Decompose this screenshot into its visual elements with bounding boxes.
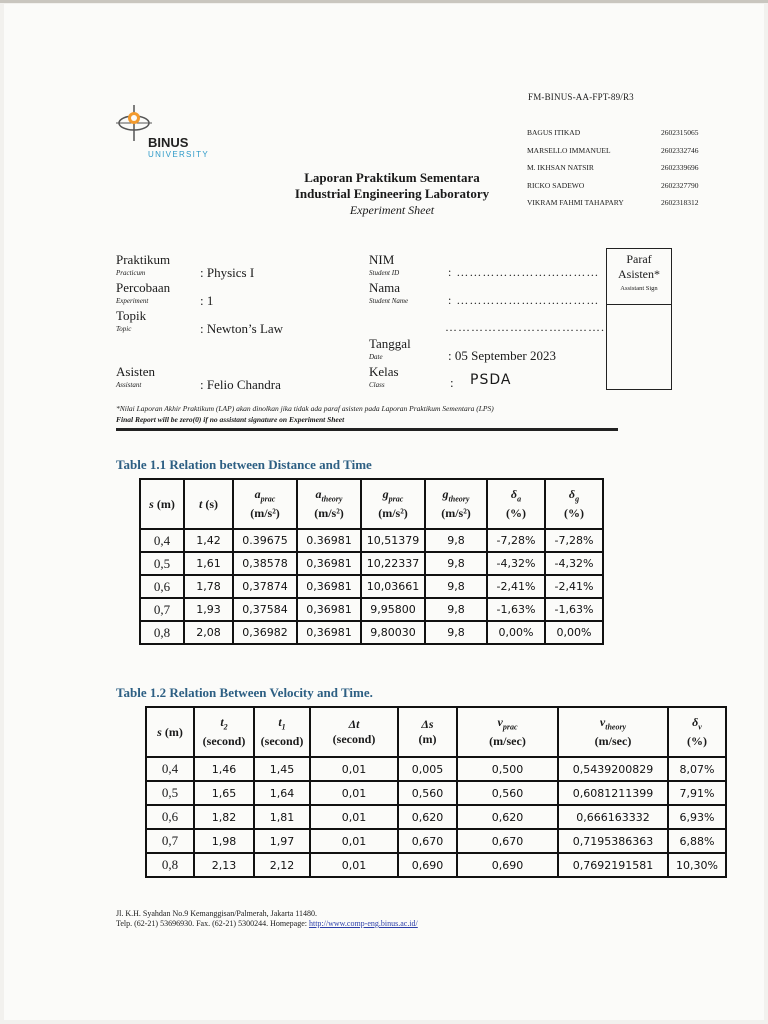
topik-value: : Newton’s Law (200, 321, 284, 336)
measurement-cell: 9,80030 (361, 621, 425, 644)
header-unit: (m) (161, 724, 183, 739)
table1-caption: Table 1.1 Relation between Distance and Time (116, 457, 372, 472)
member-name: BAGUS ITIKAD (527, 128, 581, 137)
column-header (457, 707, 558, 757)
row-distance-cell: 0,8 (146, 853, 194, 877)
paraf-divider (607, 304, 671, 305)
measurement-cell: 6,93% (668, 805, 726, 829)
measurement-cell: 2,08 (184, 621, 233, 644)
header-unit: (second) (332, 732, 376, 746)
column-header (254, 707, 310, 757)
header-symbol: δ (510, 486, 518, 501)
title-line-1: Laporan Praktikum Sementara (304, 170, 480, 185)
member-list (527, 128, 717, 216)
nama-label: Nama (369, 280, 401, 295)
header-symbol: δ (692, 714, 699, 729)
measurement-cell: 0,36981 (297, 621, 361, 644)
homepage-link[interactable]: http://www.comp-eng.binus.ac.id/ (308, 919, 418, 928)
binus-logo (114, 103, 224, 163)
row-distance-cell: 0,5 (146, 781, 194, 805)
measurement-cell: 0,36981 (297, 552, 361, 575)
header-subscript: 1 (281, 722, 286, 732)
header-symbol: s (149, 496, 154, 511)
assistant-signature-box (606, 248, 672, 390)
table-row (146, 757, 726, 781)
measurement-cell: 0,01 (310, 781, 398, 805)
footer (116, 909, 418, 929)
measurement-cell: 0,36981 (297, 598, 361, 621)
measurement-cell: 1,46 (194, 757, 254, 781)
assistant-note (116, 403, 494, 425)
measurement-cell: 0,01 (310, 757, 398, 781)
measurement-cell: 1,98 (194, 829, 254, 853)
measurement-cell: 9,95800 (361, 598, 425, 621)
header-symbol: a (254, 486, 261, 501)
kelas-sublabel: Class (369, 381, 385, 389)
column-header (668, 707, 726, 757)
header-symbol: v (497, 714, 503, 729)
measurement-cell: -1,63% (487, 598, 545, 621)
measurement-cell: 1,82 (194, 805, 254, 829)
footer-address: Jl. K.H. Syahdan No.9 Kemanggisan/Palmerah, Jakarta 11480. (116, 909, 317, 918)
nim-value: : …………………………… (448, 265, 600, 279)
measurement-cell: 0,500 (457, 757, 558, 781)
row-distance-cell: 0,4 (140, 529, 184, 552)
asisten-value: : Felio Chandra (200, 377, 281, 392)
measurement-cell: 0,01 (310, 805, 398, 829)
measurement-cell: 0,620 (398, 805, 457, 829)
header-symbol: g (382, 486, 389, 501)
nim-label: NIM (369, 252, 395, 267)
measurement-cell: 2,12 (254, 853, 310, 877)
measurement-cell: 7,91% (668, 781, 726, 805)
header-symbol: s (157, 724, 162, 739)
measurement-cell: 9,8 (425, 529, 487, 552)
measurement-cell: 9,8 (425, 575, 487, 598)
measurement-cell: 0,01 (310, 829, 398, 853)
member-id: 2602332746 (661, 145, 699, 155)
header-symbol: Δs (421, 717, 434, 731)
measurement-cell: 0,666163332 (558, 805, 668, 829)
column-header (233, 479, 297, 529)
measurement-cell: 0,6081211399 (558, 781, 668, 805)
column-header (194, 707, 254, 757)
member-row (527, 198, 717, 216)
measurement-cell: 2,13 (194, 853, 254, 877)
member-id: 2602327790 (661, 180, 699, 190)
topik-label: Topik (116, 308, 147, 323)
measurement-cell: 0,670 (398, 829, 457, 853)
table2-caption: Table 1.2 Relation Between Velocity and Time. (116, 685, 373, 700)
header-unit: (%) (687, 734, 707, 749)
document-code: FM-BINUS-AA-FPT-89/R3 (528, 92, 634, 102)
table-row (140, 621, 603, 644)
measurement-cell: 10,30% (668, 853, 726, 877)
tanggal-value: : 05 September 2023 (448, 348, 556, 363)
header-subscript: v (698, 722, 702, 732)
section-divider (116, 428, 618, 431)
measurement-cell: 0,38578 (233, 552, 297, 575)
measurement-cell: 0.36981 (297, 529, 361, 552)
measurement-cell: 0,560 (457, 781, 558, 805)
member-id: 2602318312 (661, 198, 699, 207)
member-row (527, 128, 717, 146)
header-symbol: a (315, 486, 322, 501)
measurement-cell: 9,8 (425, 598, 487, 621)
header-symbol: t (278, 714, 282, 729)
measurement-cell: 1,61 (184, 552, 233, 575)
kelas-value: PSDA (470, 372, 512, 388)
praktikum-value: : Physics I (200, 265, 255, 280)
header-unit: (m) (153, 496, 175, 511)
header-symbol: Δt (348, 717, 360, 731)
kelas-label: Kelas (369, 364, 399, 379)
header-unit: (s) (202, 496, 218, 511)
measurement-cell: 9,8 (425, 621, 487, 644)
header-symbol: δ (568, 486, 576, 501)
header-subscript: g (575, 494, 580, 504)
header-subscript: 2 (223, 722, 228, 732)
header-subscript: theory (448, 494, 470, 504)
column-header (545, 479, 603, 529)
member-name: M. IKHSAN NATSIR (527, 163, 594, 172)
measurement-cell: 0,560 (398, 781, 457, 805)
measurement-cell: 0,00% (545, 621, 603, 644)
measurement-cell: 0,36982 (233, 621, 297, 644)
header-symbol: t (220, 714, 224, 729)
asisten-label: Asisten (116, 364, 155, 379)
header-symbol: v (599, 714, 606, 729)
header-unit: (second) (202, 734, 246, 749)
measurement-cell: 1,81 (254, 805, 310, 829)
column-header (487, 479, 545, 529)
measurement-cell: 0,37584 (233, 598, 297, 621)
measurement-cell: -2,41% (487, 575, 545, 598)
column-header (146, 707, 194, 757)
column-header (140, 479, 184, 529)
header-subscript: theory (605, 722, 627, 732)
distance-time-table (139, 478, 604, 645)
measurement-cell: 0,7195386363 (558, 829, 668, 853)
member-name: RICKO SADEWO (527, 180, 585, 190)
measurement-cell: 0,37874 (233, 575, 297, 598)
header-unit: (%) (564, 506, 584, 521)
row-distance-cell: 0,4 (146, 757, 194, 781)
member-name: VIKRAM FAHMI TAHAPARY (527, 198, 624, 207)
column-header (297, 479, 361, 529)
table-row (140, 529, 603, 552)
column-header (398, 707, 457, 757)
measurement-cell: -7,28% (545, 529, 603, 552)
measurement-cell: -4,32% (545, 552, 603, 575)
measurement-cell: -1,63% (545, 598, 603, 621)
measurement-cell: 0,36981 (297, 575, 361, 598)
column-header (361, 479, 425, 529)
header-symbol: t (198, 496, 203, 511)
measurement-cell: 10,51379 (361, 529, 425, 552)
footer-phone: Telp. (62-21) 53696930. Fax. (62-21) 5300244. Homepage: (116, 919, 307, 928)
velocity-time-table (145, 706, 727, 878)
header-unit: (m/sec) (594, 734, 632, 749)
nama-value: : …………………………… (448, 293, 600, 307)
measurement-cell: 0,5439200829 (558, 757, 668, 781)
column-header (558, 707, 668, 757)
header-subscript: a (517, 494, 522, 504)
header-unit: (m/s²) (250, 506, 280, 521)
blank-line: ………………………………. (445, 320, 605, 334)
measurement-cell: 0,690 (398, 853, 457, 877)
member-row (527, 163, 717, 181)
measurement-cell: 0,005 (398, 757, 457, 781)
header-subscript: theory (321, 494, 343, 504)
title-line-3: Experiment Sheet (349, 203, 435, 217)
measurement-cell: 0,01 (310, 853, 398, 877)
row-distance-cell: 0,7 (146, 829, 194, 853)
measurement-cell: 10,03661 (361, 575, 425, 598)
row-distance-cell: 0,7 (140, 598, 184, 621)
tanggal-sublabel: Date (369, 353, 383, 361)
member-id: 2602339696 (661, 163, 699, 172)
measurement-cell: 8,07% (668, 757, 726, 781)
measurement-cell: 9,8 (425, 552, 487, 575)
measurement-cell: 1,42 (184, 529, 233, 552)
member-name: MARSELLO IMMANUEL (527, 145, 611, 155)
logo-subtitle: UNIVERSITY (148, 150, 210, 159)
percobaan-label: Percobaan (116, 280, 171, 295)
row-distance-cell: 0,6 (146, 805, 194, 829)
note-line-2: Final Report will be zero(0) if no assistant signature on Experiment Sheet (116, 415, 345, 424)
measurement-cell: 0.39675 (233, 529, 297, 552)
measurement-cell: 1,65 (194, 781, 254, 805)
header-subscript: prac (388, 494, 404, 504)
nim-sublabel: Student ID (369, 269, 400, 277)
topik-sublabel: Topic (116, 325, 132, 333)
member-row (527, 146, 717, 164)
table-row (146, 853, 726, 877)
measurement-cell: 1,64 (254, 781, 310, 805)
column-header (184, 479, 233, 529)
header-subscript: prac (502, 722, 518, 732)
asisten-sublabel: Assistant (116, 381, 142, 389)
measurement-cell: 0,620 (457, 805, 558, 829)
measurement-cell: -4,32% (487, 552, 545, 575)
header-unit: (m/sec) (489, 734, 526, 749)
row-distance-cell: 0,6 (140, 575, 184, 598)
header-symbol: g (442, 486, 449, 501)
row-distance-cell: 0,8 (140, 621, 184, 644)
title-line-2: Industrial Engineering Laboratory (294, 186, 490, 201)
table-row (146, 805, 726, 829)
table-row (146, 829, 726, 853)
measurement-cell: 1,78 (184, 575, 233, 598)
paraf-title: Paraf Asisten* (618, 252, 660, 281)
measurement-cell: 0,690 (457, 853, 558, 877)
footer-contact (116, 919, 418, 929)
header-unit: (%) (506, 506, 526, 521)
header-unit: (second) (260, 734, 304, 749)
measurement-cell: -7,28% (487, 529, 545, 552)
percobaan-sublabel: Experiment (116, 297, 149, 305)
header-unit: (m/s²) (378, 506, 408, 521)
member-row (527, 181, 717, 199)
logo-name: BINUS (148, 135, 189, 150)
table-row (140, 598, 603, 621)
scan-edge-line (0, 0, 768, 3)
member-id: 2602315065 (661, 128, 699, 137)
measurement-cell: 1,97 (254, 829, 310, 853)
row-distance-cell: 0,5 (140, 552, 184, 575)
header-subscript: prac (260, 494, 276, 504)
praktikum-label: Praktikum (116, 252, 171, 267)
header-unit: (m) (418, 732, 437, 746)
measurement-cell: 0,00% (487, 621, 545, 644)
note-line-1: *Nilai Laporan Akhir Praktikum (LAP) akan dinolkan jika tidak ada paraf asisten pada Laporan Praktikum Sementara (LPS) (116, 404, 494, 413)
document-title (280, 170, 504, 218)
table-row (140, 552, 603, 575)
measurement-cell: 6,88% (668, 829, 726, 853)
nama-sublabel: Student Name (369, 297, 409, 305)
table-row (146, 781, 726, 805)
measurement-cell: 0,670 (457, 829, 558, 853)
measurement-cell: 1,45 (254, 757, 310, 781)
percobaan-value: : 1 (200, 293, 214, 308)
praktikum-sublabel: Practicum (116, 269, 146, 277)
paraf-subtitle: Assistant Sign (620, 285, 658, 292)
measurement-cell: -2,41% (545, 575, 603, 598)
measurement-cell: 10,22337 (361, 552, 425, 575)
column-header (310, 707, 398, 757)
measurement-cell: 0,7692191581 (558, 853, 668, 877)
table-row (140, 575, 603, 598)
measurement-cell: 1,93 (184, 598, 233, 621)
column-header (425, 479, 487, 529)
tanggal-label: Tanggal (369, 336, 411, 351)
header-unit: (m/s²) (441, 506, 471, 521)
kelas-colon: : (450, 375, 454, 390)
header-unit: (m/s²) (314, 506, 344, 521)
